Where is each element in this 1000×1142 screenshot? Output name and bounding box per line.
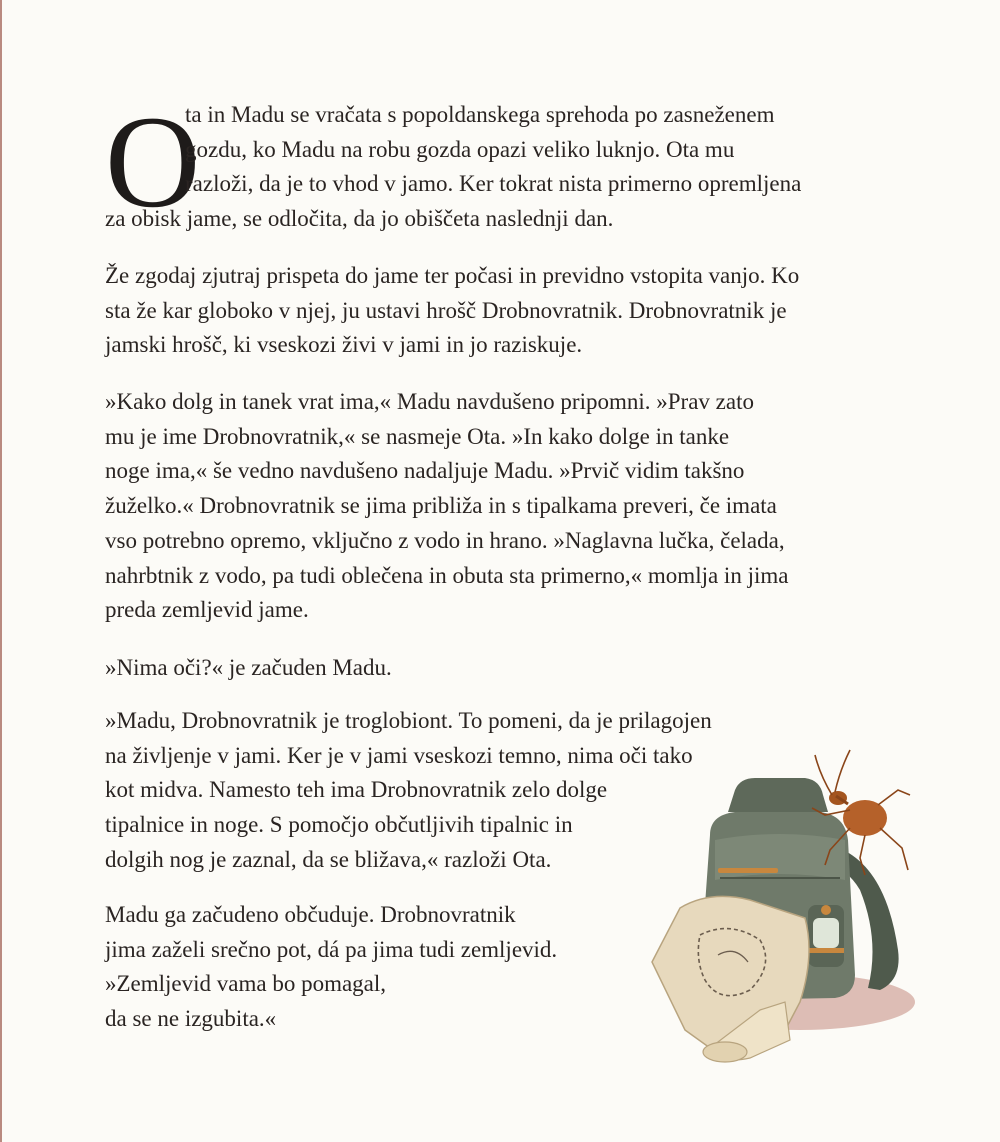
paragraph-line: na življenje v jami. Ker je v jami vseskozi temno, nima oči tako <box>105 742 693 768</box>
paragraph-line: dolgih nog je zaznal, da se bližava,« razloži Ota. <box>105 846 552 872</box>
paragraph-4 <box>105 651 392 686</box>
paragraph-line: kot midva. Namesto teh ima Drobnovratnik zelo dolge <box>105 777 608 803</box>
paragraph-line: »Kako dolg in tanek vrat ima,« Madu navdušeno pripomni. »Prav zato <box>105 389 754 414</box>
paragraph-line: gozdu, ko Madu na robu gozda opazi veliko luknjo. Ota mu <box>185 136 735 162</box>
paragraph-line: jima zaželi srečno pot, dá pa jima tudi zemljevid. <box>105 936 558 962</box>
paragraph-line: »Nima oči?« je začuden Madu. <box>105 655 392 680</box>
paragraph-line: preda zemljevid jame. <box>105 597 309 623</box>
paragraph-line: »Madu, Drobnovratnik je troglobiont. To pomeni, da je prilagojen <box>105 708 712 733</box>
paragraph-line: da se ne izgubita.« <box>105 1006 277 1032</box>
paragraph-line: za obisk jame, se odločita, da jo obiščeta naslednji dan. <box>105 206 614 231</box>
page-edge <box>0 0 2 1142</box>
paragraph-6 <box>105 898 557 1037</box>
paragraph-line: nahrbtnik z vodo, pa tudi oblečena in obuta sta primerno,« momlja in jima <box>105 562 789 588</box>
paragraph-5 <box>105 704 712 878</box>
paragraph-line: mu je ime Drobnovratnik,« se nasmeje Ota. »In kako dolge in tanke <box>105 423 730 449</box>
paragraph-line: jamski hrošč, ki vseskozi živi v jami in jo raziskuje. <box>105 332 583 358</box>
paragraph-1 <box>185 98 801 202</box>
paragraph-1-last-line <box>105 202 613 237</box>
paragraph-line: vso potrebno opremo, vključno z vodo in hrano. »Naglavna lučka, čelada, <box>105 527 785 553</box>
paragraph-line: »Zemljevid vama bo pomagal, <box>105 971 387 997</box>
paragraph-line: ta in Madu se vračata s popoldanskega sprehoda po zasneženem <box>185 102 775 127</box>
paragraph-2 <box>105 259 799 363</box>
paragraph-line: razloži, da je to vhod v jamo. Ker tokrat nista primerno opremljena <box>185 171 802 197</box>
map-icon <box>652 896 809 1062</box>
paragraph-line: žuželko.« Drobnovratnik se jima približa in s tipalkama preveri, če imata <box>105 493 777 519</box>
drop-cap: O <box>105 88 201 235</box>
paragraph-line: Madu ga začudeno občuduje. Drobnovratnik <box>105 902 516 927</box>
paragraph-line: Že zgodaj zjutraj prispeta do jame ter počasi in previdno vstopita vanjo. Ko <box>105 263 800 288</box>
paragraph-3 <box>105 385 788 628</box>
paragraph-line: sta že kar globoko v njej, ju ustavi hrošč Drobnovratnik. Drobnovratnik je <box>105 297 787 323</box>
paragraph-line: noge ima,« še vedno navdušeno nadaljuje Madu. »Prvič vidim takšno <box>105 458 745 484</box>
backpack-beetle-illustration <box>640 740 920 1085</box>
paragraph-line: tipalnice in noge. S pomočjo občutljivih tipalnic in <box>105 812 573 838</box>
